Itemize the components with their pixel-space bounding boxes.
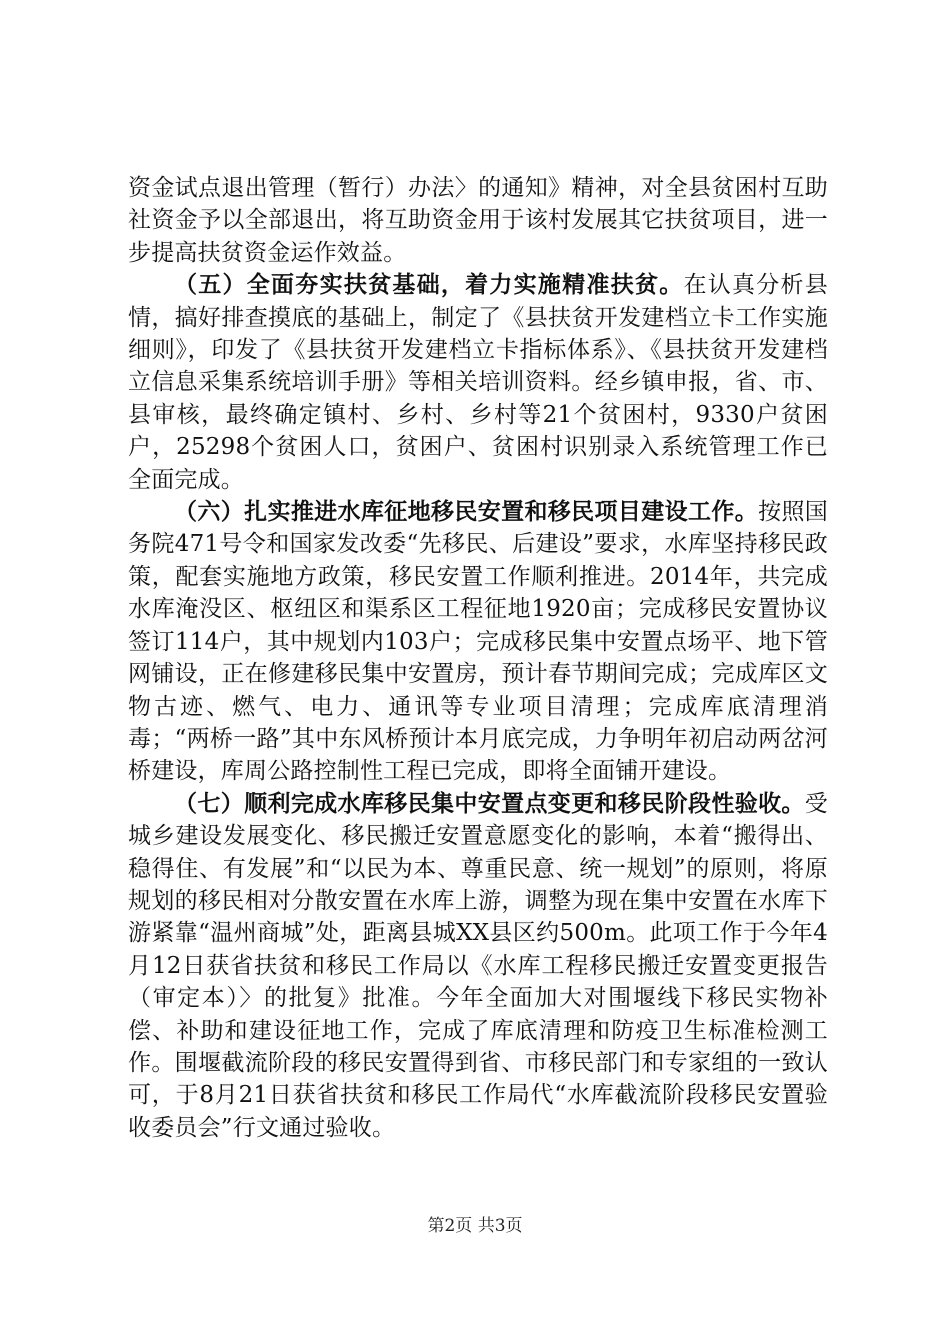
paragraph-continuation <box>128 172 828 269</box>
paragraph-section-7 <box>128 788 828 1144</box>
paragraph-text: 资金试点退出管理（暂行）办法〉的通知》精神，对全县贫困村互助社资金予以全部退出，将互助资金用于该村发展其它扶贫项目，进一步提高扶贫资金运作效益。 <box>128 175 828 266</box>
section-heading: （六）扎实推进水库征地移民安置和移民项目建设工作。 <box>174 498 759 526</box>
section-heading: （七）顺利完成水库移民集中安置点变更和移民阶段性验收。 <box>174 789 805 817</box>
paragraph-text: 按照国务院471号令和国家发改委“先移民、后建设”要求，水库坚持移民政策，配套实施地方政策，移民安置工作顺利推进。2014年，共完成水库淹没区、枢纽区和渠系区工程征地1920亩；完成移民安置协议签订114户，其中规划内103户；完成移民集中安置点场平、地下管网铺设，正在修建移民集中安置房，预计春节期间完成；完成库区文物古迹、燃气、电力、通讯等专业项目清理；完成库底清理消毒；“两桥一路”其中东风桥预计本月底完成，力争明年初启动两岔河桥建设，库周公路控制性工程已完成，即将全面铺开建设。 <box>128 499 829 785</box>
document-body <box>128 172 828 1144</box>
section-heading: （五）全面夯实扶贫基础，着力实施精准扶贫。 <box>174 271 684 299</box>
paragraph-section-6 <box>128 496 828 788</box>
paragraph-text: 在认真分析县情，搞好排查摸底的基础上，制定了《县扶贫开发建档立卡工作实施细则》，印发了《县扶贫开发建档立卡指标体系》、《县扶贫开发建档立信息采集系统培训手册》等相关培训资料。经乡镇申报，省、市、县审核，最终确定镇村、乡村、乡村等21个贫困村，9330户贫困户，25298个贫困人口，贫困户、贫困村识别录入系统管理工作已全面完成。 <box>128 272 829 493</box>
page-footer <box>0 1215 950 1237</box>
paragraph-text: 受城乡建设发展变化、移民搬迁安置意愿变化的影响，本着“搬得出、稳得住、有发展”和“以民为本、尊重民意、统一规划”的原则，将原规划的移民相对分散安置在水库上游，调整为现在集中安置在水库下游紧靠“温州商城”处，距离县城XX县区约500m。此项工作于今年4月12日获省扶贫和移民工作局以《水库工程移民搬迁安置变更报告（审定本）〉的批复》批准。今年全面加大对围堰线下移民实物补偿、补助和建设征地工作，完成了库底清理和防疫卫生标准检测工作。围堰截流阶段的移民安置得到省、市移民部门和专家组的一致认可，于8月21日获省扶贫和移民工作局代“水库截流阶段移民安置验收委员会”行文通过验收。 <box>128 790 828 1141</box>
page-number-label: 第2页 共3页 <box>427 1216 523 1236</box>
paragraph-section-5 <box>128 269 828 496</box>
